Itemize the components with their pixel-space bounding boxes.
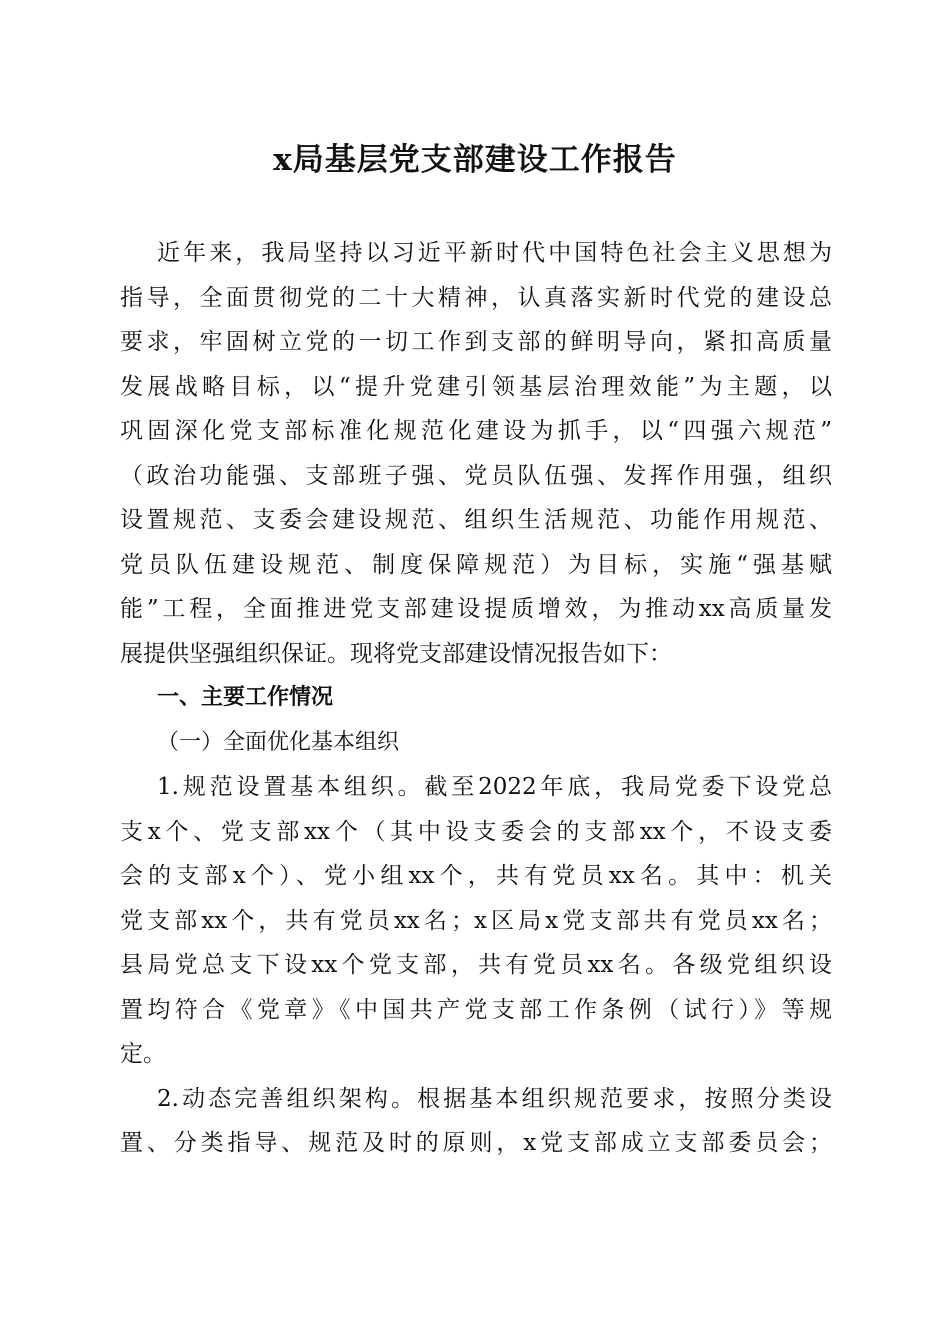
item1-line: 支x个、党支部xx个（其中设支委会的支部xx个，不设支委 bbox=[120, 818, 832, 845]
intro-line: 近年来，我局坚持以习近平新时代中国特色社会主义思想为 bbox=[157, 240, 832, 266]
item1-line: 定。 bbox=[120, 1041, 166, 1067]
item2-line: 2.动态完善组织架构。根据基本组织规范要求，按照分类设 bbox=[157, 1085, 832, 1112]
intro-line: 指导，全面贯彻党的二十大精神，认真落实新时代党的建设总 bbox=[120, 284, 832, 311]
section-heading: 一、主要工作情况 bbox=[157, 685, 334, 710]
intro-line: 能”工程，全面推进党支部建设提质增效，为推动xx高质量发 bbox=[120, 596, 832, 622]
item1-line: 县局党总支下设xx个党支部，共有党员xx名。各级党组织设 bbox=[120, 952, 832, 978]
intro-line: 要求，牢固树立党的一切工作到支部的鲜明导向，紧扣高质量 bbox=[120, 329, 832, 355]
document-title: x局基层党支部建设工作报告 bbox=[273, 142, 677, 178]
intro-line: 展提供坚强组织保证。现将党支部建设情况报告如下： bbox=[120, 640, 672, 667]
intro-paragraph bbox=[120, 231, 832, 1166]
item1-line: 会的支部x个）、党小组xx个，共有党员xx名。其中：机关 bbox=[120, 863, 832, 889]
item2-line: 置、分类指导、规范及时的原则，x党支部成立支部委员会； bbox=[120, 1130, 832, 1156]
intro-line: （政治功能强、支部班子强、党员队伍强、发挥作用强，组织 bbox=[120, 462, 832, 489]
intro-line: 设置规范、支委会建设规范、组织生活规范、功能作用规范、 bbox=[120, 507, 832, 533]
item1-line: 党支部xx个，共有党员xx名；x区局x党支部共有党员xx名； bbox=[120, 907, 832, 934]
item1-line: 置均符合《党章》《中国共产党支部工作条例（试行）》等规 bbox=[120, 996, 832, 1023]
item1-line: 1.规范设置基本组织。截至2022年底，我局党委下设党总 bbox=[157, 774, 832, 800]
subsection-heading: （一）全面优化基本组织 bbox=[157, 729, 400, 755]
intro-line: 党员队伍建设规范、制度保障规范）为目标，实施“强基赋 bbox=[120, 551, 832, 578]
intro-line: 巩固深化党支部标准化规范化建设为抓手，以“四强六规范” bbox=[120, 418, 832, 444]
intro-line: 发展战略目标，以“提升党建引领基层治理效能”为主题，以 bbox=[120, 373, 832, 400]
